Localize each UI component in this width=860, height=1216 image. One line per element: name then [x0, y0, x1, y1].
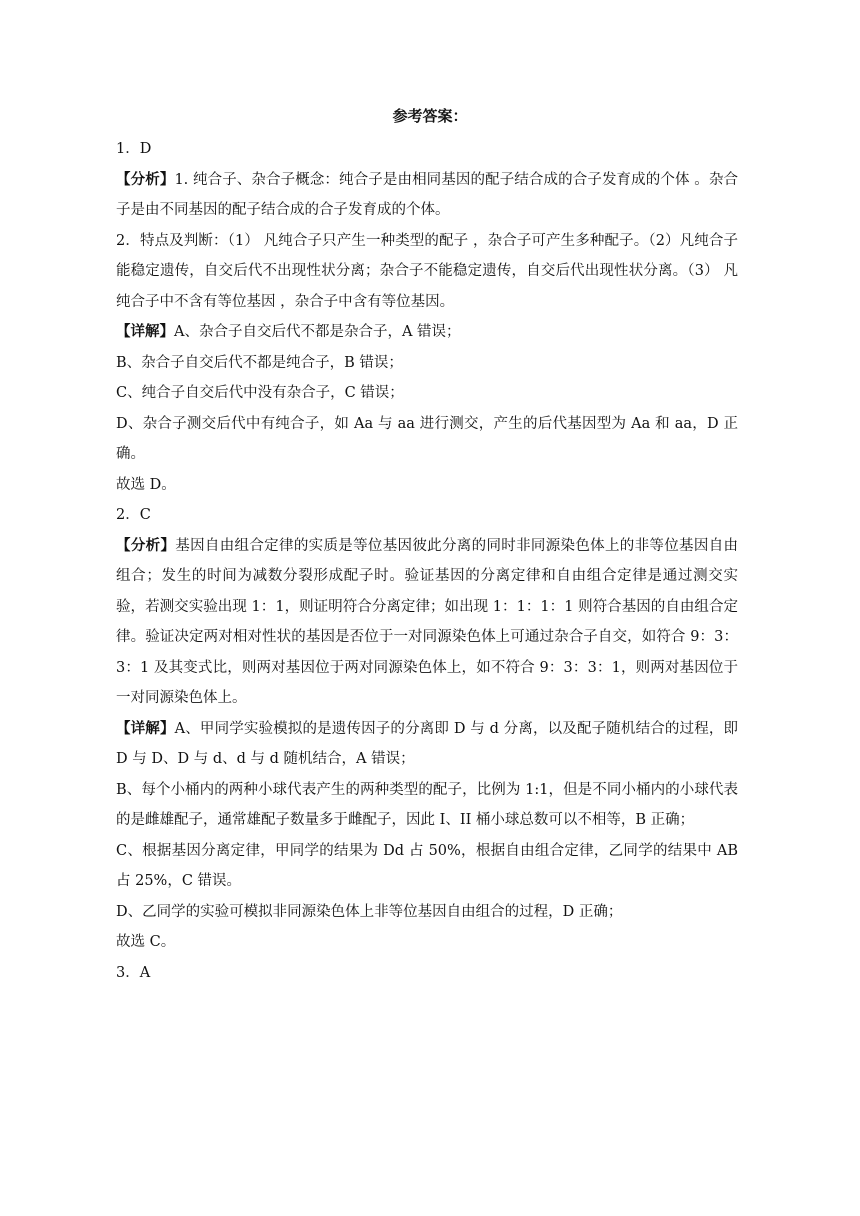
q2-answer: 2．C	[116, 507, 151, 523]
q2-analysis	[116, 531, 738, 714]
q1-analysis-1-text: 1. 纯合子、杂合子概念：纯合子是由相同基因的配子结合成的合子发育成的个体 。杂合子是由不同基因的配子结合成的合子发育成的个体。	[116, 171, 739, 218]
q1-detail-c: C、纯合子自交后代中没有杂合子，C 错误；	[116, 385, 404, 401]
q2-detail-d: D、乙同学的实验可模拟非同源染色体上非等位基因自由组合的过程，D 正确；	[116, 903, 623, 920]
q2-detail-c: C、根据基因分离定律，甲同学的结果为 Dd 占 50%，根据自由组合定律，乙同学的结果中 AB 占 25%，C 错误。	[116, 842, 738, 889]
q3-answer: 3．A	[116, 964, 151, 981]
page-title: 参考答案：	[392, 107, 468, 125]
q1-analysis-2: 2．特点及判断：（1） 凡纯合子只产生一种类型的配子 ，杂合子可产生多种配子。（2）凡纯合子能稳定遗传，自交后代不出现性状分离；杂合子不能稳定遗传，自交后代出现性状分离。（3） 凡纯合子中不含有等位基因 ，杂合子中含有等位基因。	[116, 232, 738, 310]
q1-answer: 1．D	[116, 141, 152, 157]
q2-detail-tag: 【详解】	[116, 719, 175, 737]
q1-detail-a-text: A、杂合子自交后代不都是杂合子，A 错误；	[174, 324, 461, 340]
q1-detail-b: B、杂合子自交后代不都是纯合子，B 错误；	[116, 354, 403, 371]
q2-analysis-tag: 【分析】	[116, 536, 176, 554]
q1-analysis-tag: 【分析】	[116, 170, 175, 188]
answer-content	[116, 134, 738, 988]
q2-detail-a	[116, 714, 738, 775]
q1-detail-tag: 【详解】	[116, 323, 174, 340]
q1-detail-d: D、杂合子测交后代中有纯合子，如 Aa 与 aa 进行测交，产生的后代基因型为 Aa 和 aa，D 正确。	[116, 415, 738, 462]
q2-analysis-text: 基因自由组合定律的实质是等位基因彼此分离的同时非同源染色体上的非等位基因自由组合；发生的时间为减数分裂形成配子时。验证基因的分离定律和自由组合定律是通过测交实验，若测交实验出现 1：1，则证明符合分离定律；如出现 1：1：1：1 则符合基因的自由组合定律。验证决定两对相对性状的基因是否位于一对同源染色体上可通过杂合子自交，如符合 9：3：3：1 及其变式比，则两对基因位于两对同源染色体上，如不符合 9：3：3：1，则两对基因位于一对同源染色体上。	[116, 537, 739, 706]
q2-detail-a-text: A、甲同学实验模拟的是遗传因子的分离即 D 与 d 分离，以及配子随机结合的过程，即 D 与 D、D 与 d、d 与 d 随机结合，A 错误；	[116, 720, 739, 767]
q1-conclusion: 故选 D。	[116, 476, 176, 493]
q2-conclusion: 故选 C。	[116, 934, 176, 950]
q1-detail-a	[116, 317, 738, 348]
q1-analysis-1	[116, 165, 738, 226]
q2-detail-b: B、每个小桶内的两种小球代表产生的两种类型的配子，比例为 1:1，但是不同小桶内的小球代表的是雌雄配子，通常雄配子数量多于雌配子，因此 I、II 桶小球总数可以不相等，B 正确；	[116, 781, 738, 828]
